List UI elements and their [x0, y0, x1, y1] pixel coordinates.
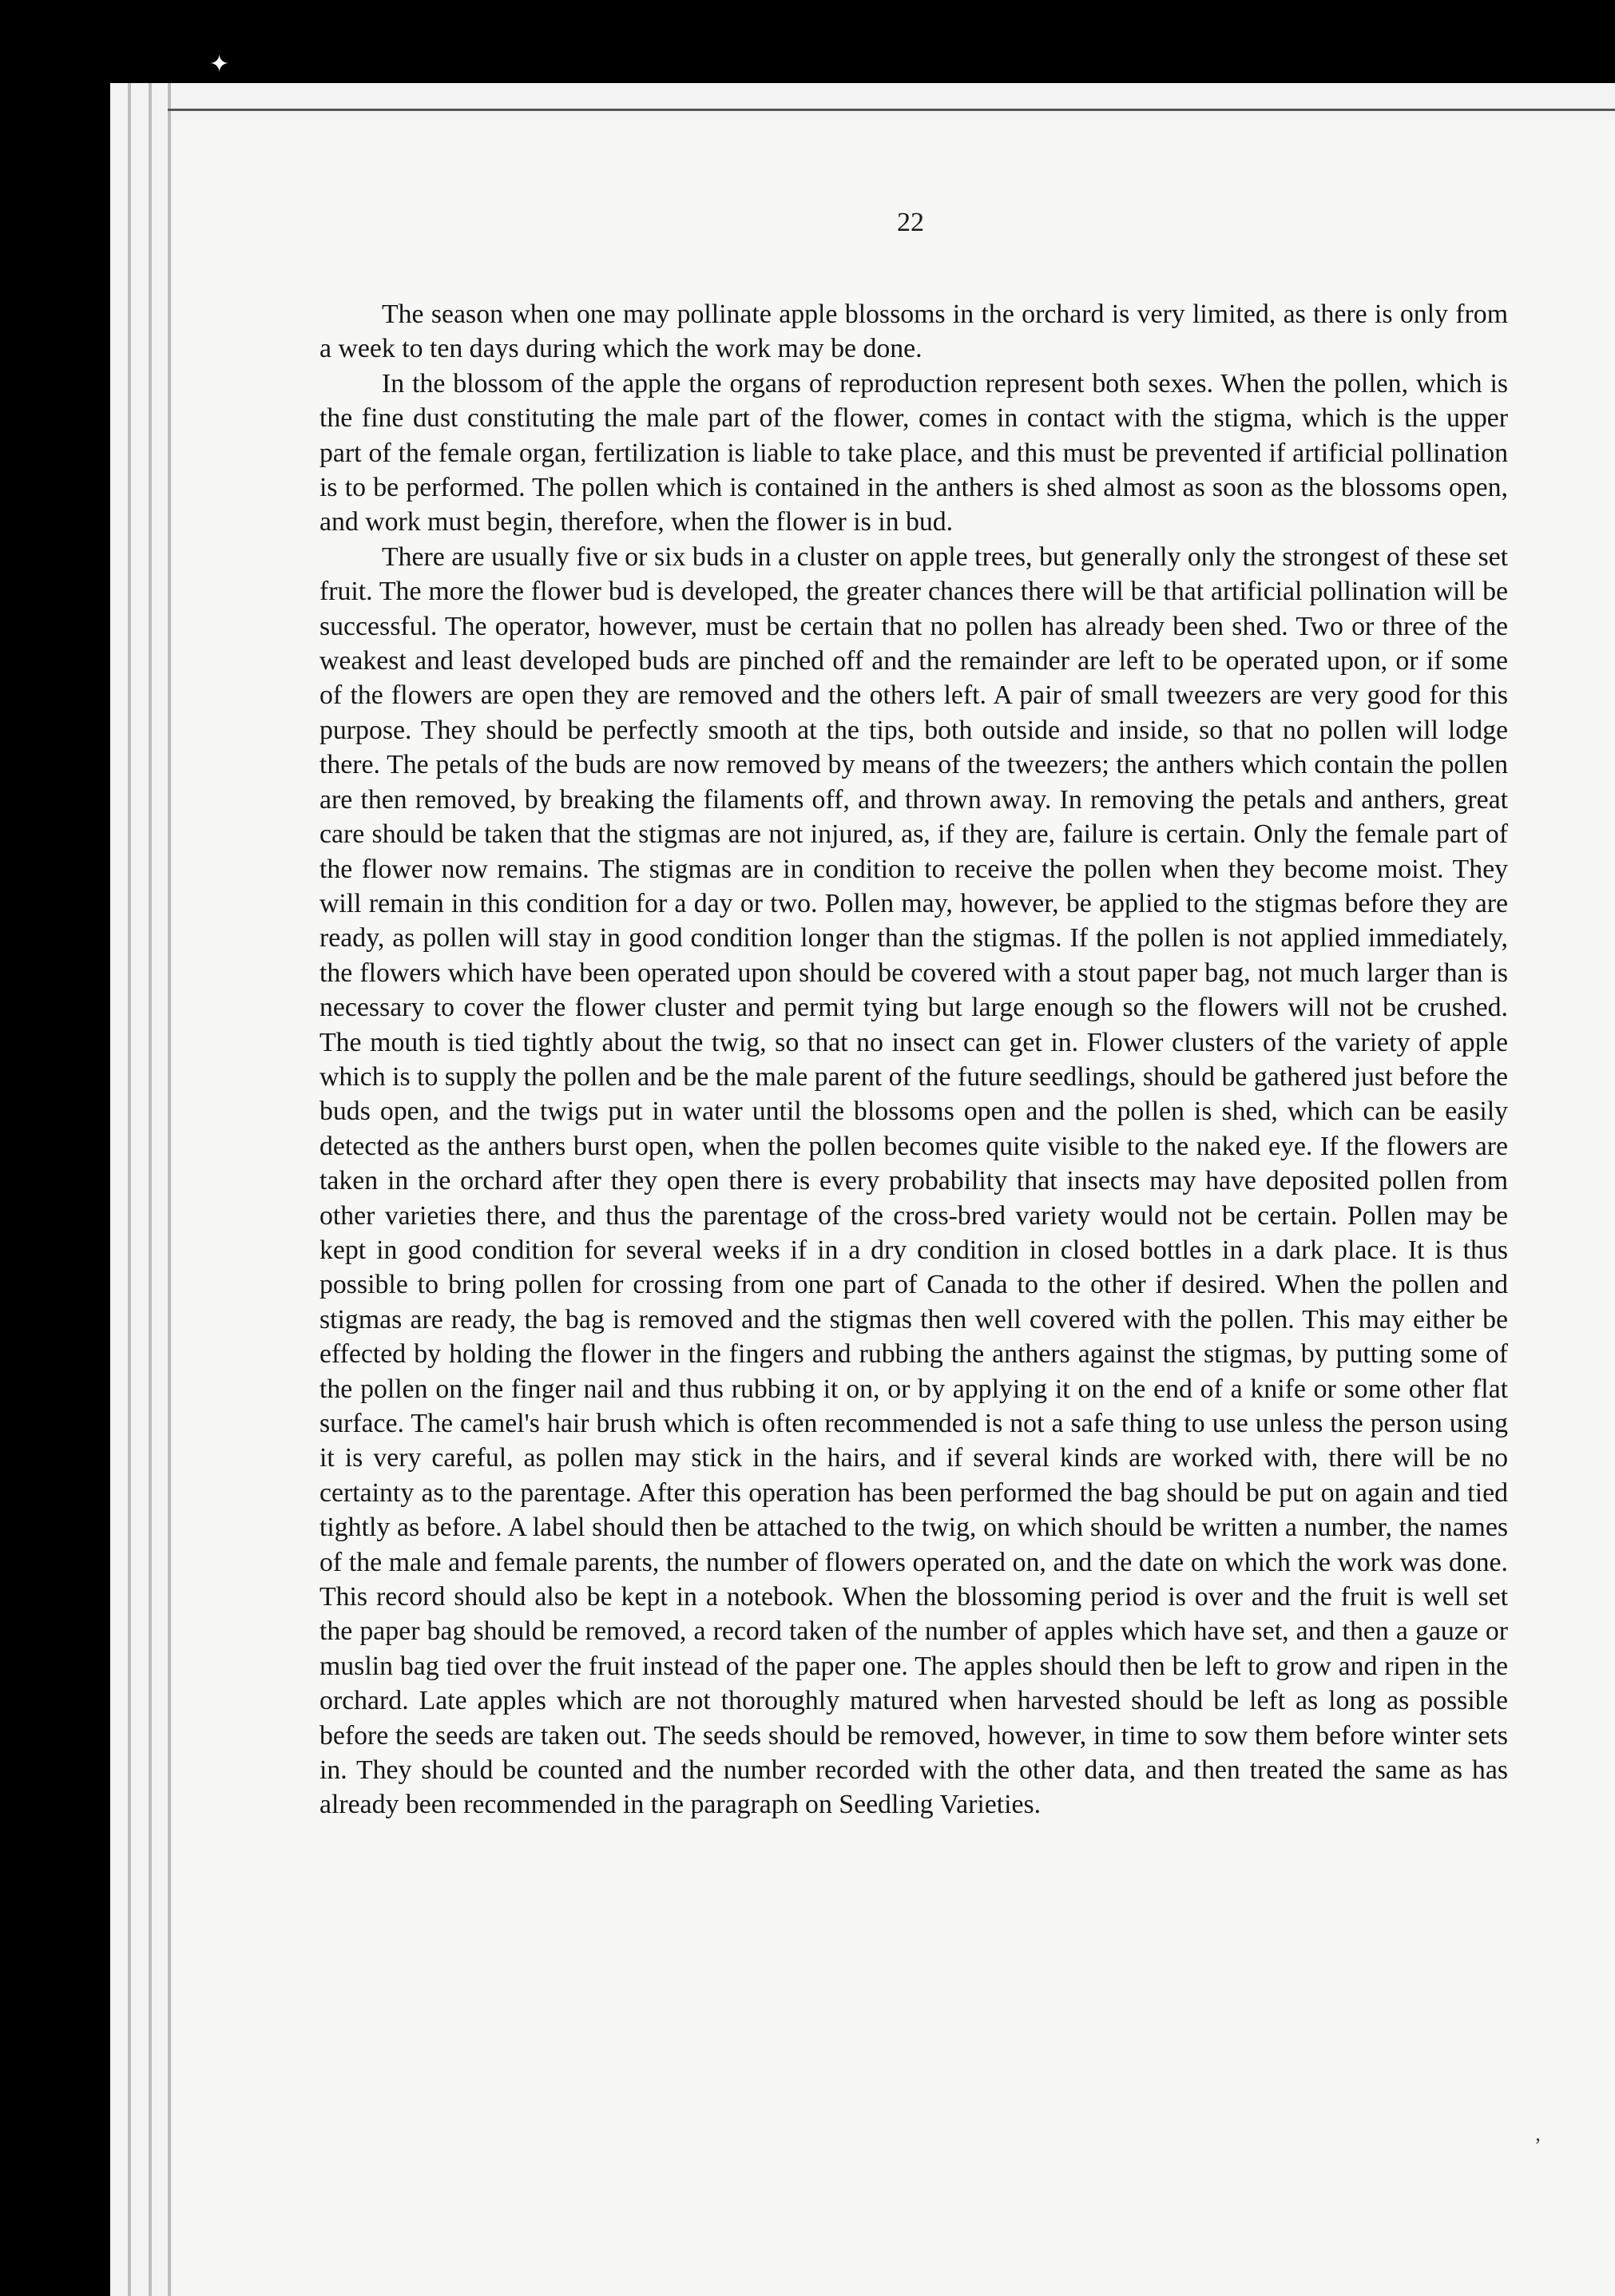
margin-mark: ʼ — [1534, 2134, 1542, 2157]
top-rule — [168, 109, 1615, 111]
body-text — [319, 297, 1508, 1822]
page-edge-line — [149, 83, 152, 2296]
scan-speck: ✦ — [209, 51, 230, 77]
page-edge-line — [128, 83, 131, 2296]
page-edge-line — [168, 83, 171, 2296]
paragraph: The season when one may pollinate apple blossoms in the orchard is very limited, as there is only from a week to ten days during which the work may be done. — [319, 299, 1508, 364]
page-number: 22 — [897, 208, 924, 237]
paragraph: In the blossom of the apple the organs of reproduction represent both sexes. When the pollen, which is the fine dust constituting the male part of the flower, comes in contact with the stigma, which is the upper part of the female organ, fertilization is liable to take place, and this must be prevented if artificial pollination is to be performed. The pollen which is contained in the anthers is shed almost as soon as the blossoms open, and work must begin, therefore, when the flower is in bud. — [319, 368, 1508, 537]
paragraph: There are usually five or six buds in a cluster on apple trees, but generally only the strongest of these set fruit. The more the flower bud is developed, the greater chances there will be that artificial pollination will be successful. The operator, however, must be certain that no pollen has already been shed. Two or three of the weakest and least developed buds are pinched off and the remainder are left to be operated upon, or if some of the flowers are open they are removed and the others left. A pair of small tweezers are very good for this purpose. They should be perfectly smooth at the tips, both outside and inside, so that no pollen will lodge there. The petals of the buds are now removed by means of the tweezers; the anthers which contain the pollen are then removed, by breaking the filaments off, and thrown away. In removing the petals and anthers, great care should be taken that the stigmas are not injured, as, if they are, failure is certain. Only the female part of the flower now remains. The stigmas are in condition to receive the pollen when they become moist. They will remain in this condition for a day or two. Pollen may, however, be applied to the stigmas before they are ready, as pollen will stay in good condition longer than the stigmas. If the pollen is not applied immediately, the flowers which have been operated upon should be covered with a stout paper bag, not much larger than is necessary to cover the flower cluster and permit tying but large enough so the flowers will not be crushed. The mouth is tied tightly about the twig, so that no insect can get in. Flower clusters of the variety of apple which is to supply the pollen and be the male parent of the future seedlings, should be gathered just before the buds open, and the twigs put in water until the blossoms open and the pollen is shed, which can be easily detected as the anthers burst open, when the pollen becomes quite visible to the naked eye. If the flowers are taken in the orchard after they open there is every probability that insects may have deposited pollen from other varieties there, and thus the parentage of the cross-bred variety would not be certain. Pollen may be kept in good condition for several weeks if in a dry condition in closed bottles in a dark place. It is thus possible to bring pollen for crossing from one part of Canada to the other if desired. When the pollen and stigmas are ready, the bag is removed and the stigmas then well covered with the pollen. This may either be effected by holding the flower in the fingers and rubbing the anthers against the stigmas, by putting some of the pollen on the finger nail and thus rubbing it on, or by applying it on the end of a knife or some other flat surface. The camel's hair brush which is often recommended is not a safe thing to use unless the person using it is very careful, as pollen may stick in the hairs, and if several kinds are worked with, there will be no certainty as to the parentage. After this operation has been performed the bag should be put on again and tied tightly as before. A label should then be attached to the twig, on which should be written a number, the names of the male and female parents, the number of flowers operated on, and the date on which the work was done. This record should also be kept in a notebook. When the blossoming period is over and the fruit is well set the paper bag should be removed, a record taken of the number of apples which have set, and then a gauze or muslin bag tied over the fruit instead of the paper one. The apples should then be left to grow and ripen in the orchard. Late apples which are not thoroughly matured when harvested should be left as long as possible before the seeds are taken out. The seeds should be removed, however, in time to sow them before winter sets in. They should be counted and the number recorded with the other data, and then treated the same as has already been recommended in the paragraph on Seedling Varieties. — [319, 541, 1508, 1820]
